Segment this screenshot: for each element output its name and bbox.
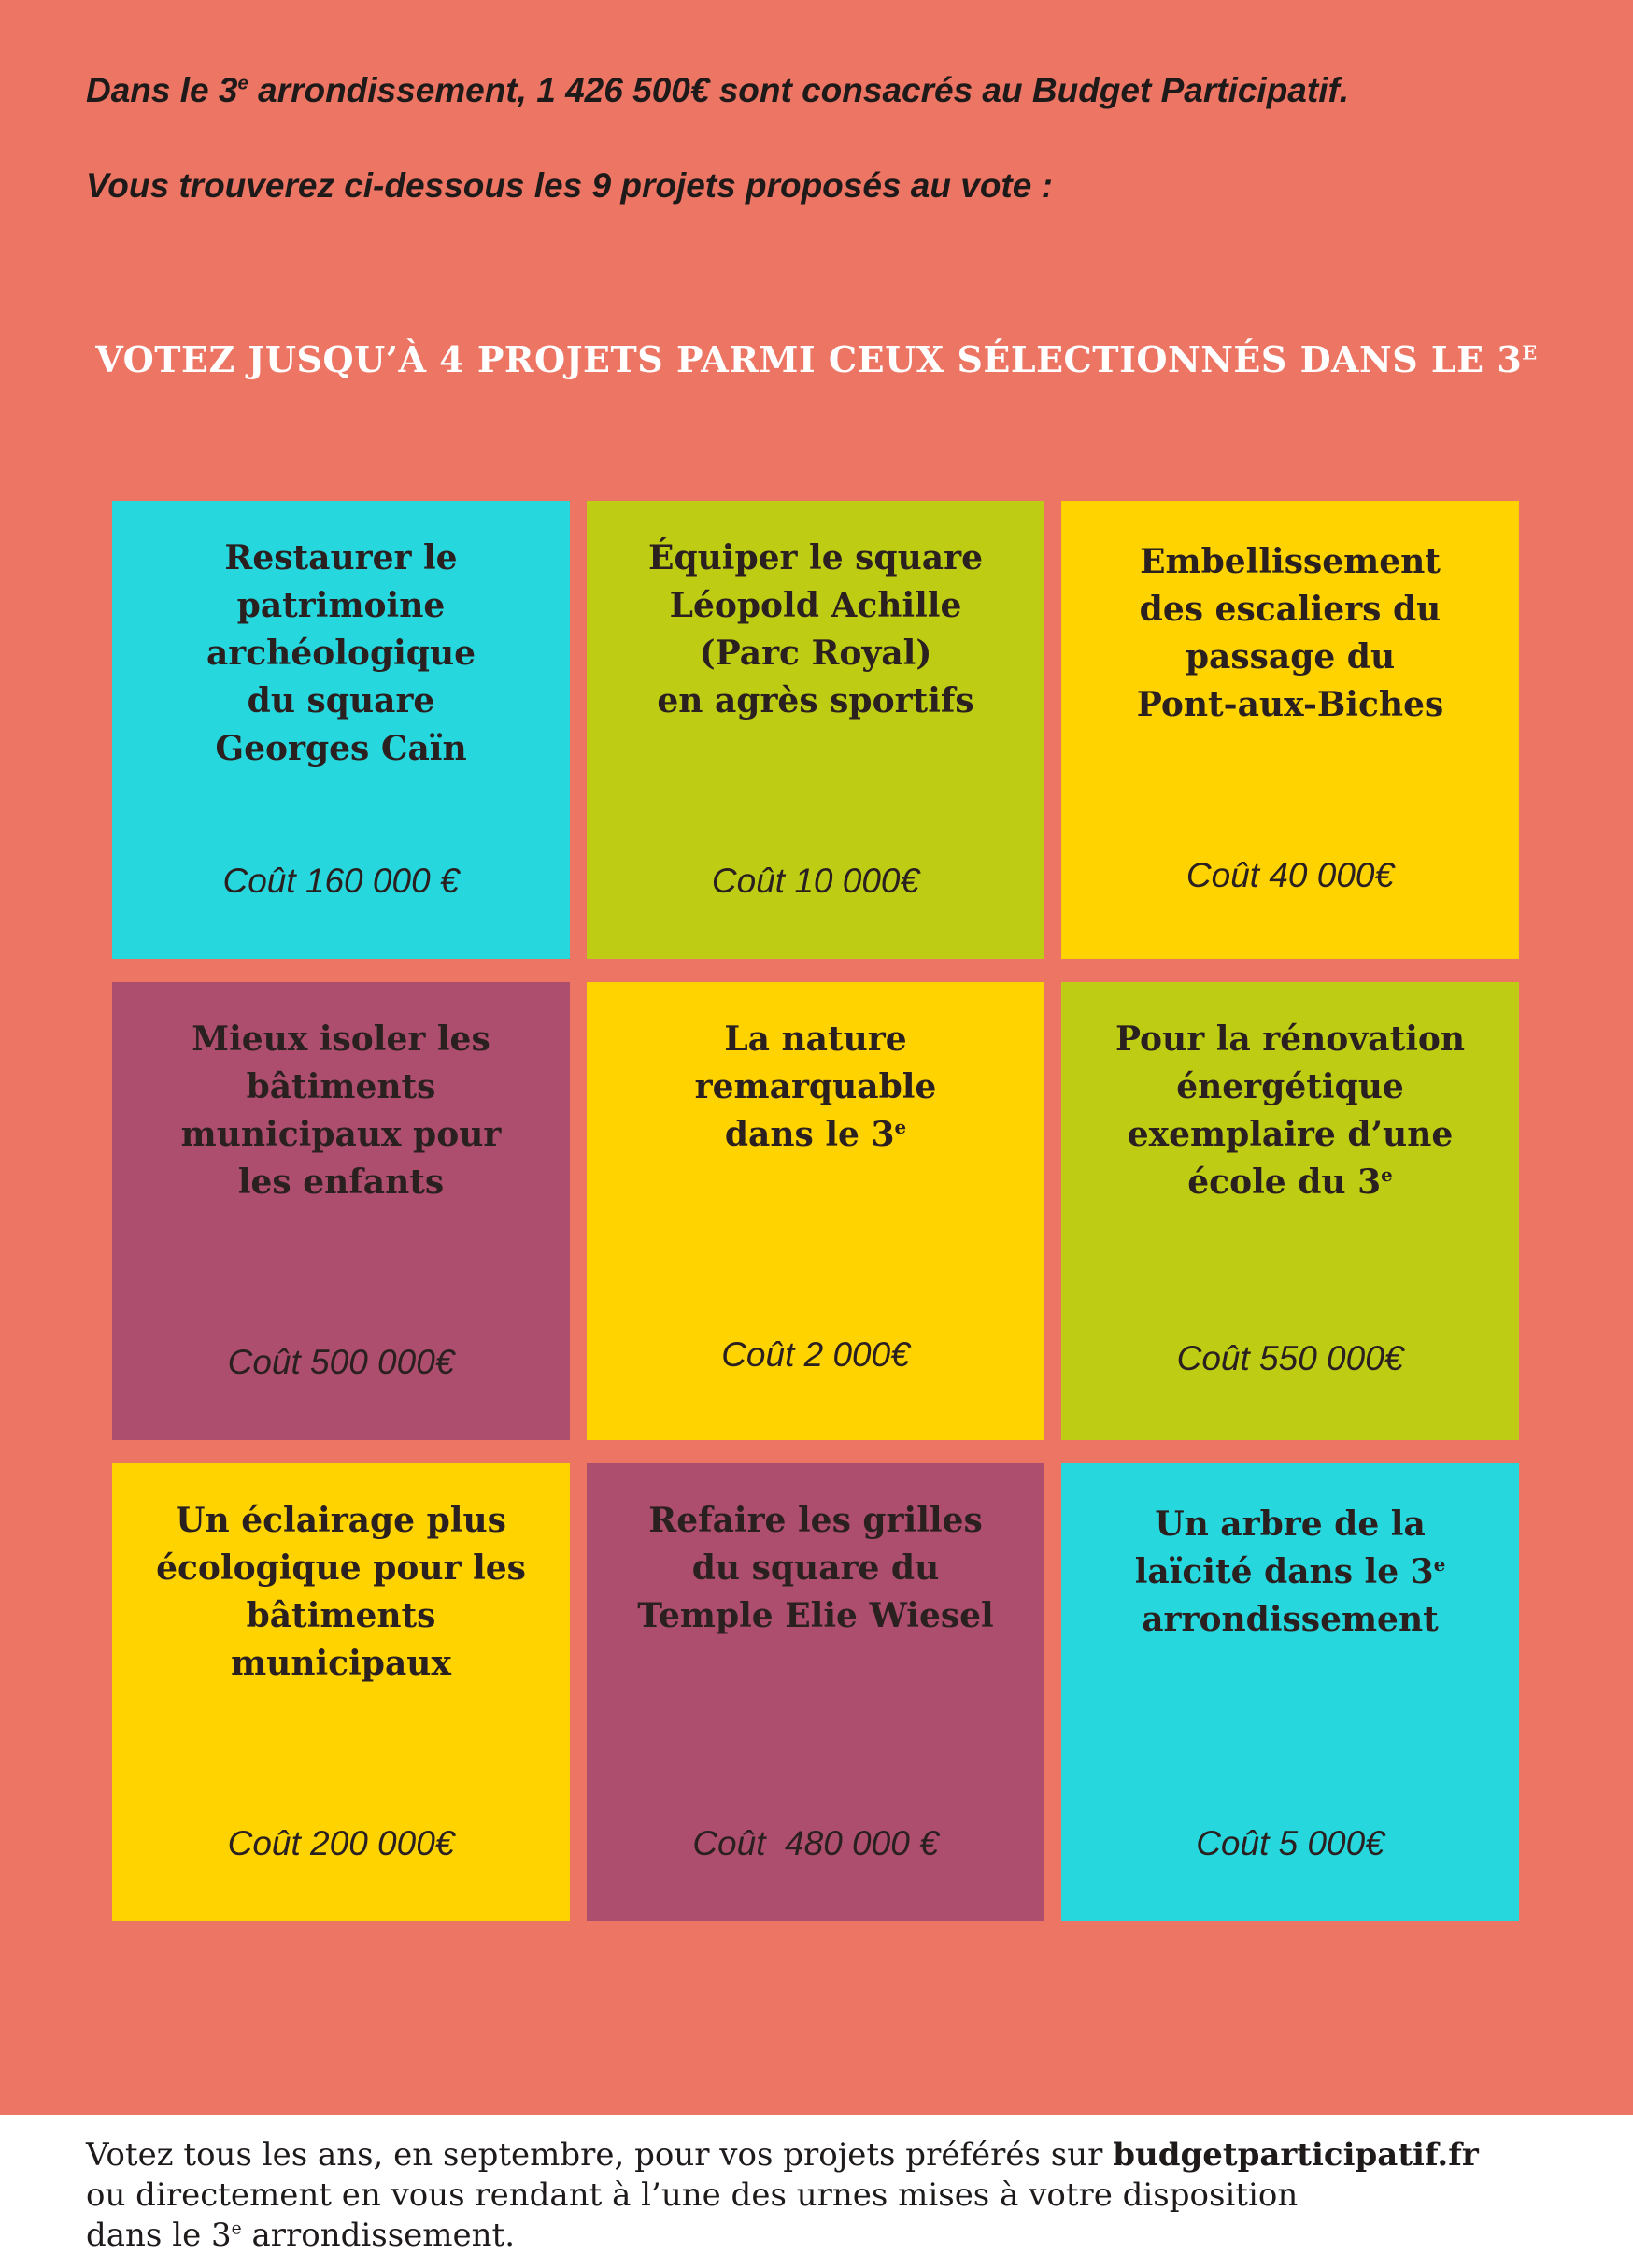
- projects-grid: [112, 501, 1519, 1921]
- project-title-text: arrondissement: [1142, 1600, 1439, 1640]
- project-title-text: Pour la rénovation énergétique exemplaire d’une école du 3: [1115, 1020, 1466, 1203]
- project-title: [131, 1497, 551, 1688]
- project-cost: Coût 550 000€: [1176, 1339, 1404, 1377]
- headline-text: VOTEZ JUSQU’À 4 PROJETS PARMI CEUX SÉLECTIONNÉS DANS LE 3: [95, 338, 1523, 380]
- project-card[interactable]: [112, 501, 570, 959]
- project-cost: Coût 160 000 €: [222, 862, 460, 900]
- project-title: [1080, 1497, 1500, 1644]
- intro-text: Dans le 3: [86, 71, 238, 109]
- project-title: [605, 1497, 1026, 1640]
- project-card[interactable]: [112, 1463, 570, 1921]
- project-title-text: Un arbre de la laïcité dans le 3: [1134, 1505, 1434, 1592]
- project-card[interactable]: [1061, 982, 1519, 1440]
- project-card[interactable]: [587, 982, 1044, 1440]
- superscript: e: [1433, 1553, 1446, 1576]
- footer: [0, 2115, 1633, 2268]
- project-cost: Coût 2 000€: [721, 1335, 910, 1374]
- project-title: [1080, 1016, 1500, 1206]
- project-cost: Coût 200 000€: [227, 1824, 455, 1862]
- footer-line: ou directement en vous rendant à l’une des urnes mises à votre disposition: [86, 2176, 1299, 2215]
- project-title-text: Refaire les grilles du square du Temple Elie Wiesel: [637, 1501, 994, 1636]
- project-title: [131, 1016, 551, 1206]
- project-cost: Coût 10 000€: [711, 862, 920, 900]
- project-cost: Coût 40 000€: [1186, 856, 1395, 894]
- project-title-text: Équiper le square Léopold Achille (Parc Royal) en agrès sportifs: [648, 538, 983, 721]
- superscript: e: [237, 73, 248, 94]
- project-title-text: Un éclairage plus écologique pour les bâtiments municipaux: [156, 1501, 526, 1684]
- project-title-text: Embellissement des escaliers du passage du Pont-aux-Biches: [1136, 542, 1444, 725]
- footer-line: Votez tous les ans, en septembre, pour vos projets préférés sur: [86, 2136, 1114, 2174]
- project-cost: Coût 5 000€: [1196, 1824, 1384, 1862]
- project-title: [1080, 535, 1500, 729]
- footer-text: [86, 2135, 1479, 2257]
- intro-budget-line: [86, 71, 1581, 110]
- superscript: e: [894, 1116, 907, 1139]
- footer-line: arrondissement.: [241, 2217, 516, 2255]
- vote-headline: [0, 338, 1633, 380]
- project-card[interactable]: [1061, 1463, 1519, 1921]
- superscript: E: [1522, 340, 1538, 364]
- project-title-text: Restaurer le patrimoine archéologique du square Georges Caïn: [206, 538, 476, 769]
- superscript: e: [231, 2219, 242, 2240]
- intro-projects-line: Vous trouverez ci-dessous les 9 projets proposés au vote :: [86, 166, 1053, 205]
- project-title-text: La nature remarquable dans le 3: [694, 1020, 937, 1155]
- project-cost: Coût 480 000 €: [692, 1824, 939, 1862]
- project-card[interactable]: [587, 501, 1044, 959]
- project-title-text: Mieux isoler les bâtiments municipaux pour les enfants: [180, 1020, 502, 1203]
- footer-line: dans le 3: [86, 2217, 232, 2255]
- project-card[interactable]: [587, 1463, 1044, 1921]
- intro-text: arrondissement, 1 426 500€ sont consacrés au Budget Participatif.: [248, 71, 1350, 109]
- project-title: [605, 1016, 1026, 1159]
- project-cost: Coût 500 000€: [227, 1343, 455, 1381]
- project-card[interactable]: [1061, 501, 1519, 959]
- project-card[interactable]: [112, 982, 570, 1440]
- project-title: [131, 535, 551, 774]
- superscript: e: [1381, 1163, 1393, 1187]
- budget-website-link[interactable]: budgetparticipatif.fr: [1113, 2136, 1479, 2174]
- project-title: [605, 535, 1026, 725]
